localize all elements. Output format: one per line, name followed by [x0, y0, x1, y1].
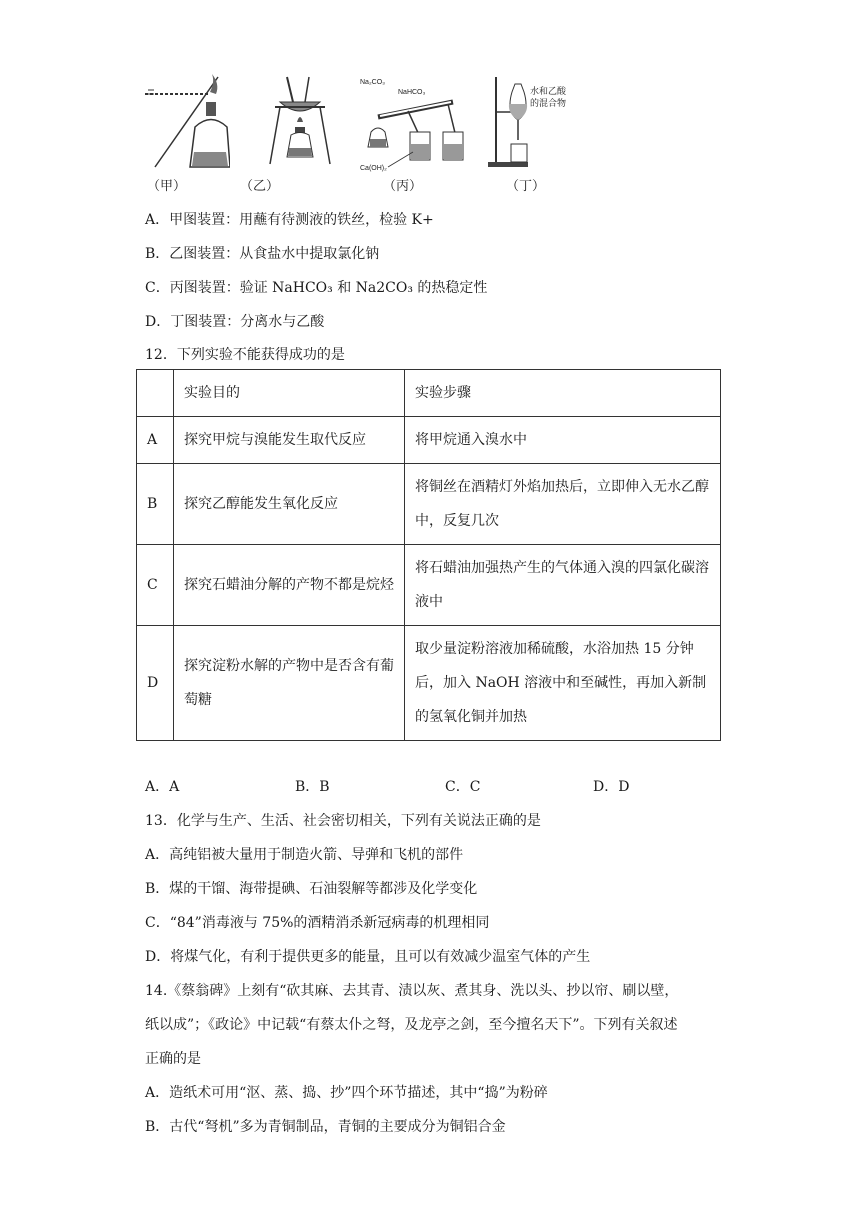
row-steps: 将铜丝在酒精灯外焰加热后，立即伸入无水乙醇中，反复几次 — [405, 464, 721, 545]
separatory-funnel-diagram — [488, 72, 588, 172]
q11-option-d: D．丁图装置：分离水与乙酸 — [145, 314, 325, 330]
q13-option-d: D．将煤气化，有利于提供更多的能量，且可以有效减少温室气体的产生 — [145, 949, 591, 965]
thermal-stability-apparatus-diagram — [358, 72, 473, 172]
q13-option-b: B．煤的干馏、海带提碘、石油裂解等都涉及化学变化 — [145, 881, 478, 897]
label-ding-2: 的混合物 — [530, 99, 567, 109]
table-row — [137, 464, 721, 545]
q14-option-a: A．造纸术可用“沤、蒸、捣、抄”四个环节描述，其中“捣”为粉碎 — [145, 1085, 548, 1101]
row-label: A — [137, 417, 174, 464]
caption-yi: （乙） — [240, 179, 280, 194]
q14-stem-line3: 正确的是 — [145, 1051, 201, 1067]
q13-option-c: C．“84”消毒液与 75%的酒精消杀新冠病毒的机理相同 — [145, 915, 490, 931]
row-label: D — [137, 626, 174, 741]
caption-jia: （甲） — [147, 179, 187, 194]
label-nahco3: NaHCO₃ — [398, 89, 426, 96]
q13-stem: 13．化学与生产、生活、社会密切相关，下列有关说法正确的是 — [145, 813, 541, 829]
q11-option-a: A．甲图装置：用蘸有待测液的铁丝，检验 K+ — [145, 212, 434, 228]
label-caoh2: Ca(OH)₂ — [360, 165, 387, 172]
caption-bing: （丙） — [383, 179, 423, 194]
q14-option-b: B．古代“弩机”多为青铜制品，青铜的主要成分为铜铝合金 — [145, 1119, 506, 1135]
header-steps: 实验步骤 — [405, 370, 721, 417]
caption-ding: （丁） — [506, 179, 546, 194]
figure-jia — [140, 72, 230, 172]
label-na2co3: Na₂CO₃ — [360, 79, 386, 86]
header-blank — [137, 370, 174, 417]
row-purpose: 探究乙醇能发生氧化反应 — [174, 464, 405, 545]
row-purpose: 探究甲烷与溴能发生取代反应 — [174, 417, 405, 464]
evaporation-dish-diagram — [265, 72, 335, 172]
row-steps: 将石蜡油加强热产生的气体通入溴的四氯化碳溶液中 — [405, 545, 721, 626]
q14-stem-line1: 14.《蔡翁碑》上刻有“砍其麻、去其青、渍以灰、煮其身、洗以头、抄以帘、刷以壁， — [145, 983, 679, 999]
figure-ding — [488, 72, 588, 172]
alcohol-lamp-wire-diagram — [140, 72, 230, 172]
figure-bing — [358, 72, 473, 172]
table-row — [137, 545, 721, 626]
q12-stem: 12．下列实验不能获得成功的是 — [145, 347, 345, 363]
table-row — [137, 417, 721, 464]
row-steps: 将甲烷通入溴水中 — [405, 417, 721, 464]
row-steps: 取少量淀粉溶液加稀硫酸，水浴加热 15 分钟后，加入 NaOH 溶液中和至碱性，再加入新制的氢氧化铜并加热 — [405, 626, 721, 741]
q13-option-a: A．高纯铝被大量用于制造火箭、导弹和飞机的部件 — [145, 847, 464, 863]
row-label: B — [137, 464, 174, 545]
q12-choice-b: B．B — [295, 779, 330, 795]
row-purpose: 探究石蜡油分解的产物不都是烷烃 — [174, 545, 405, 626]
q11-option-c: C．丙图装置：验证 NaHCO₃ 和 Na2CO₃ 的热稳定性 — [145, 280, 488, 296]
figure-yi — [265, 72, 335, 172]
table-row — [137, 626, 721, 741]
q14-stem-line2: 纸以成”；《政论》中记载“有蔡太仆之弩，及龙亭之剑，至今擅名天下”。下列有关叙述 — [145, 1017, 678, 1033]
experiment-table — [136, 369, 721, 741]
row-label: C — [137, 545, 174, 626]
label-ding-1: 水和乙酸 — [530, 87, 567, 97]
q12-choice-d: D．D — [593, 779, 630, 795]
row-purpose: 探究淀粉水解的产物中是否含有葡萄糖 — [174, 626, 405, 741]
q12-choice-c: C．C — [445, 779, 481, 795]
q12-choice-a: A．A — [145, 779, 180, 795]
table-header-row — [137, 370, 721, 417]
header-purpose: 实验目的 — [174, 370, 405, 417]
q11-option-b: B．乙图装置：从食盐水中提取氯化钠 — [145, 246, 380, 262]
